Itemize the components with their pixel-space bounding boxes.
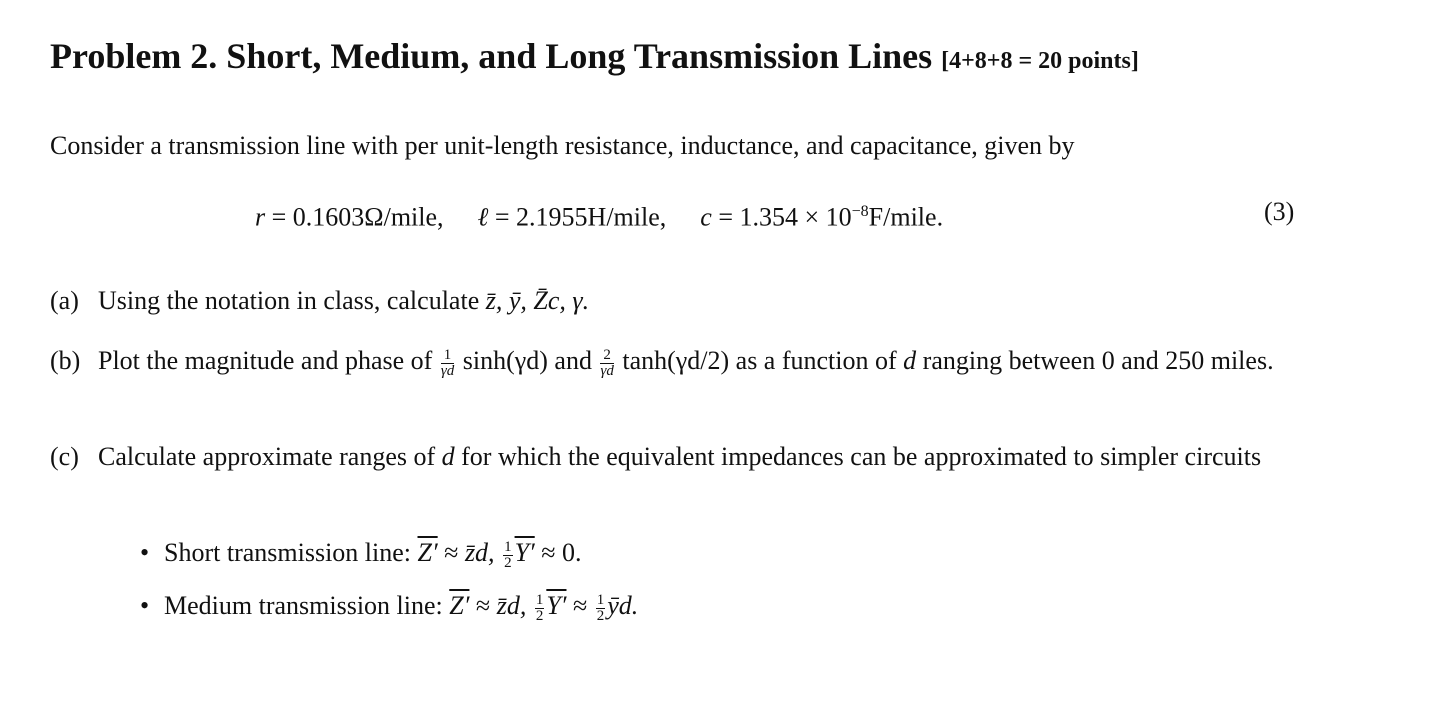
part-a-label: (a): [50, 286, 79, 315]
bullet-medium-label: Medium transmission line:: [164, 591, 450, 620]
eq-l-symbol: ℓ: [477, 202, 489, 232]
part-c-text: [98, 439, 1310, 475]
bullet-medium-frac-den: 2: [535, 607, 544, 624]
part-c-prose-2: for which the equivalent impedances can be approximated to simpler circuits: [454, 442, 1262, 471]
eq-c-value: = 1.354 × 10: [711, 202, 852, 232]
bullet-short-symbol: •: [140, 538, 150, 567]
equation-3: [0, 192, 1436, 232]
bullet-short-rhs1: z̄d,: [464, 538, 502, 567]
bullet-medium-symbol: •: [140, 591, 150, 620]
part-a-text: [98, 283, 1310, 319]
bullet-medium-frac-2-num: 1: [596, 591, 605, 608]
eq-l-value: = 2.1955H/mile,: [488, 202, 667, 232]
problem-points: [4+8+8 = 20 points]: [941, 48, 1139, 74]
bullet-short-line: [140, 535, 582, 571]
part-b: [50, 343, 1310, 379]
part-b-frac-2-den: γd: [600, 362, 614, 379]
bullet-short-label: Short transmission line:: [164, 538, 418, 567]
eq-c-exponent: −8: [851, 203, 869, 220]
part-c: [50, 439, 1310, 475]
part-b-expr-1: sinh(γd) and: [456, 346, 599, 375]
problem-title-text: Problem 2. Short, Medium, and Long Transmission Lines: [50, 36, 933, 76]
bullet-medium-frac: [535, 593, 545, 624]
bullet-medium-rhs2: ȳd.: [607, 591, 639, 620]
problem-title: [50, 34, 1139, 83]
part-b-frac-2-num: 2: [600, 348, 613, 364]
bullet-medium-rhs1: z̄d,: [496, 591, 533, 620]
part-b-var: d: [903, 346, 917, 375]
eq-r-value: = 0.1603Ω/mile,: [265, 202, 444, 232]
part-b-expr-2: tanh(γd/2) as a function of: [615, 346, 904, 375]
bullet-medium-rel2: ≈: [566, 591, 594, 620]
bullet-medium-frac-2: [596, 593, 606, 624]
bullet-short-frac-den: 2: [504, 554, 512, 571]
part-b-prose-2: ranging between 0 and 250 miles.: [916, 346, 1274, 375]
bullet-medium-line: [140, 588, 638, 624]
part-a-math: z̄, ȳ, Z̄c, γ.: [485, 286, 590, 315]
bullet-short-frac: [503, 540, 513, 571]
part-b-frac-2: [600, 348, 613, 379]
bullet-medium-lhs1: Z′: [449, 591, 470, 620]
equation-number: (3): [1264, 197, 1295, 226]
part-b-prose-1: Plot the magnitude and phase of: [98, 346, 439, 375]
bullet-short-rel2: ≈: [534, 538, 562, 567]
part-b-frac-1-num: 1: [441, 348, 454, 364]
part-c-var: d: [441, 442, 455, 471]
part-b-frac-1-den: γd: [440, 362, 455, 379]
part-c-prose-1: Calculate approximate ranges of: [98, 442, 442, 471]
problem-intro: Consider a transmission line with per unit-length resistance, inductance, and capacitance, given by: [50, 131, 1075, 160]
bullet-short-rel1: ≈: [437, 538, 465, 567]
equation-body: [255, 192, 943, 238]
eq-r-symbol: r: [255, 202, 266, 232]
eq-c-unit: F/mile.: [868, 202, 944, 232]
part-a-prose: Using the notation in class, calculate: [98, 286, 486, 315]
part-a: [50, 283, 1310, 319]
part-b-frac-1: [441, 348, 454, 379]
bullet-short-lhs2: Y′: [514, 538, 535, 567]
part-b-text: [98, 343, 1310, 379]
bullet-medium-frac-2-den: 2: [596, 607, 605, 624]
bullet-short-lhs1: Z′: [417, 538, 438, 567]
bullet-medium-frac-num: 1: [535, 591, 544, 608]
eq-c-symbol: c: [700, 202, 712, 232]
part-b-label: (b): [50, 346, 81, 375]
bullet-medium-rel1: ≈: [469, 591, 497, 620]
bullet-short-frac-num: 1: [504, 538, 512, 555]
bullet-short-rhs2: 0.: [562, 538, 582, 567]
bullet-medium-lhs2: Y′: [546, 591, 567, 620]
part-c-label: (c): [50, 442, 79, 471]
